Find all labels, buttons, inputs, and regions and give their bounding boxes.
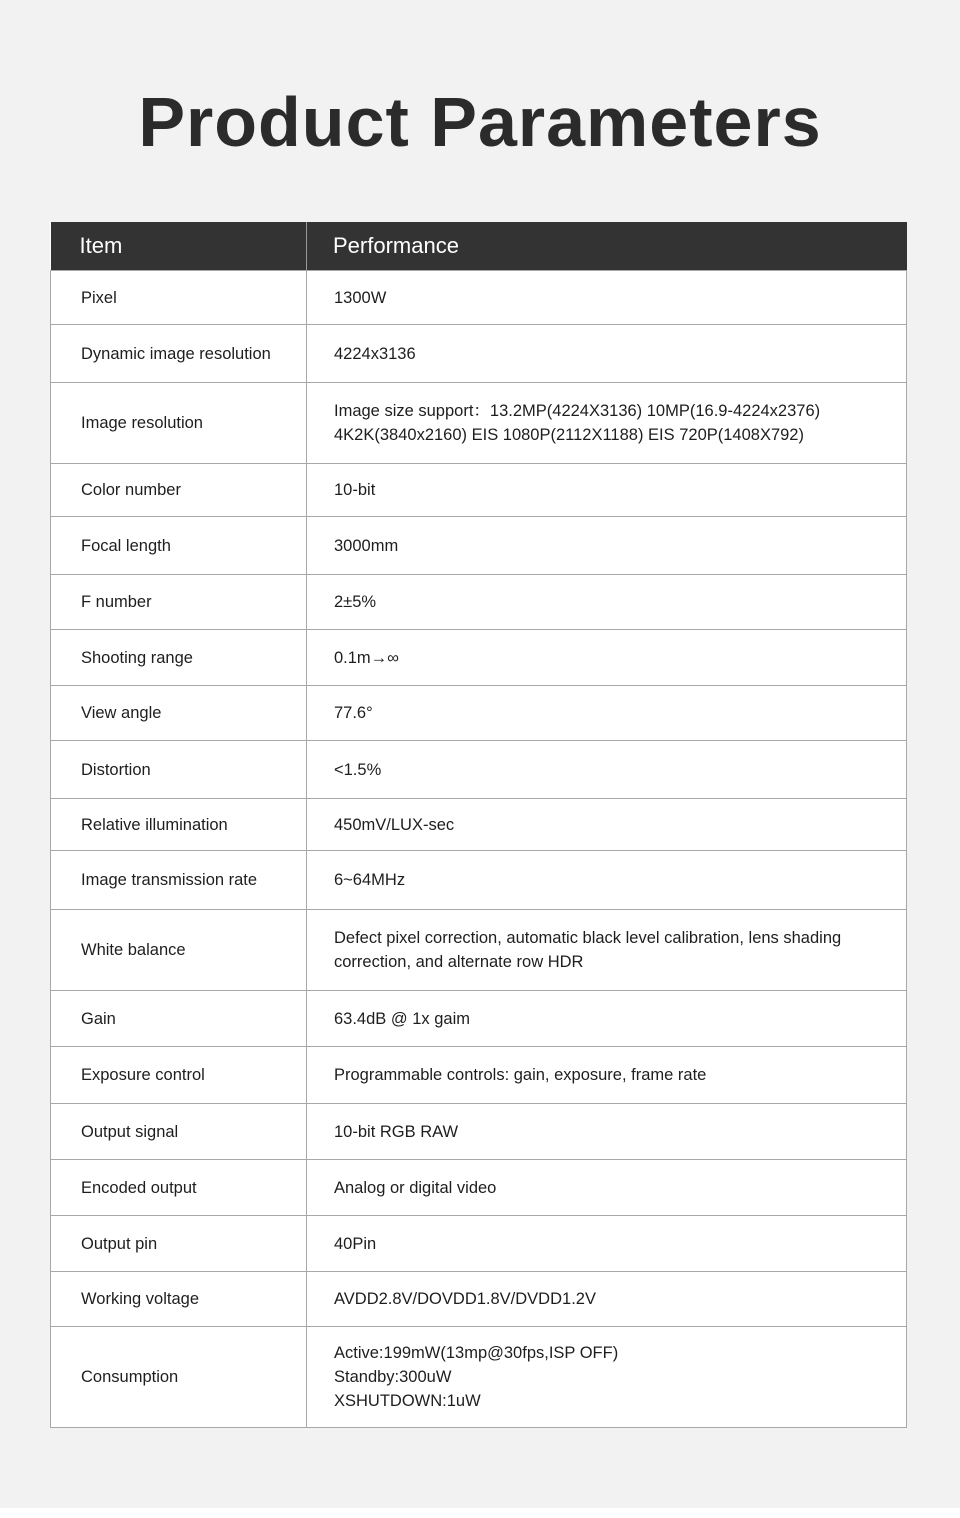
table-row (51, 799, 907, 851)
table-row (51, 383, 907, 464)
table-row (51, 464, 907, 517)
performance-line: 450mV/LUX-sec (334, 815, 455, 834)
item-cell: Distortion (51, 741, 307, 799)
performance-cell (307, 630, 907, 686)
performance-cell (307, 575, 907, 630)
column-header-item: Item (51, 222, 307, 271)
performance-line: AVDD2.8V/DOVDD1.8V/DVDD1.2V (334, 1290, 596, 1308)
performance-line: 63.4dB @ 1x gaim (334, 1009, 470, 1028)
performance-line: 0.1m→∞ (334, 648, 399, 667)
performance-line: <1.5% (334, 760, 382, 779)
performance-line: Standby:300uW (334, 1368, 452, 1386)
performance-cell (307, 325, 907, 383)
performance-cell (307, 910, 907, 991)
item-cell: Exposure control (51, 1047, 307, 1104)
performance-line: 10-bit RGB RAW (334, 1122, 459, 1141)
table-row (51, 325, 907, 383)
item-cell: View angle (51, 686, 307, 741)
performance-line: Active:199mW(13mp@30fps,ISP OFF) (334, 1344, 619, 1362)
performance-line: 2±5% (334, 593, 377, 611)
item-cell: Color number (51, 464, 307, 517)
performance-line: Programmable controls: gain, exposure, frame rate (334, 1066, 707, 1084)
item-cell: Dynamic image resolution (51, 325, 307, 383)
performance-line: Analog or digital video (334, 1178, 497, 1197)
performance-line: 3000mm (334, 536, 399, 555)
performance-cell (307, 851, 907, 910)
parameters-table (50, 222, 907, 1428)
table-row (51, 630, 907, 686)
performance-line: XSHUTDOWN:1uW (334, 1392, 481, 1410)
performance-line: 1300W (334, 288, 387, 307)
table-row (51, 741, 907, 799)
item-cell: Image transmission rate (51, 851, 307, 910)
item-cell: Consumption (51, 1327, 307, 1428)
item-cell: Image resolution (51, 383, 307, 464)
performance-cell (307, 686, 907, 741)
performance-cell (307, 991, 907, 1047)
performance-cell (307, 1047, 907, 1104)
table-row (51, 517, 907, 575)
performance-cell (307, 1104, 907, 1160)
performance-line: Defect pixel correction, automatic black level calibration, lens shading (334, 929, 842, 947)
page-title: Product Parameters (138, 83, 822, 161)
table-row (51, 686, 907, 741)
performance-cell (307, 1272, 907, 1327)
table-row (51, 851, 907, 910)
performance-cell (307, 1216, 907, 1272)
table-header-row (51, 222, 907, 271)
item-cell: Focal length (51, 517, 307, 575)
performance-line: 4224x3136 (334, 344, 416, 363)
table-row (51, 1104, 907, 1160)
item-cell: Output pin (51, 1216, 307, 1272)
table-row (51, 1047, 907, 1104)
performance-cell (307, 271, 907, 325)
item-cell: F number (51, 575, 307, 630)
table-row (51, 1216, 907, 1272)
table-row (51, 991, 907, 1047)
table-row (51, 910, 907, 991)
performance-cell (307, 383, 907, 464)
column-header-performance: Performance (307, 222, 907, 271)
performance-line: correction, and alternate row HDR (334, 953, 584, 971)
table-row (51, 1272, 907, 1327)
performance-cell (307, 741, 907, 799)
performance-cell (307, 1160, 907, 1216)
item-cell: White balance (51, 910, 307, 991)
item-cell: Output signal (51, 1104, 307, 1160)
table-row (51, 575, 907, 630)
table-row (51, 1160, 907, 1216)
performance-line: 40Pin (334, 1234, 377, 1253)
item-cell: Gain (51, 991, 307, 1047)
performance-line: 4K2K(3840x2160) EIS 1080P(2112X1188) EIS 720P(1408X792) (334, 426, 804, 444)
performance-line: 77.6° (334, 704, 373, 722)
item-cell: Encoded output (51, 1160, 307, 1216)
performance-cell (307, 464, 907, 517)
item-cell: Pixel (51, 271, 307, 325)
performance-line: 6~64MHz (334, 871, 406, 889)
item-cell: Shooting range (51, 630, 307, 686)
item-cell: Working voltage (51, 1272, 307, 1327)
item-cell: Relative illumination (51, 799, 307, 851)
table-row (51, 271, 907, 325)
performance-cell (307, 799, 907, 851)
table-row (51, 1327, 907, 1428)
performance-line: Image size support：13.2MP(4224X3136) 10MP(16.9-4224x2376) (334, 402, 821, 420)
performance-cell (307, 1327, 907, 1428)
performance-line: 10-bit (334, 481, 376, 499)
performance-cell (307, 517, 907, 575)
